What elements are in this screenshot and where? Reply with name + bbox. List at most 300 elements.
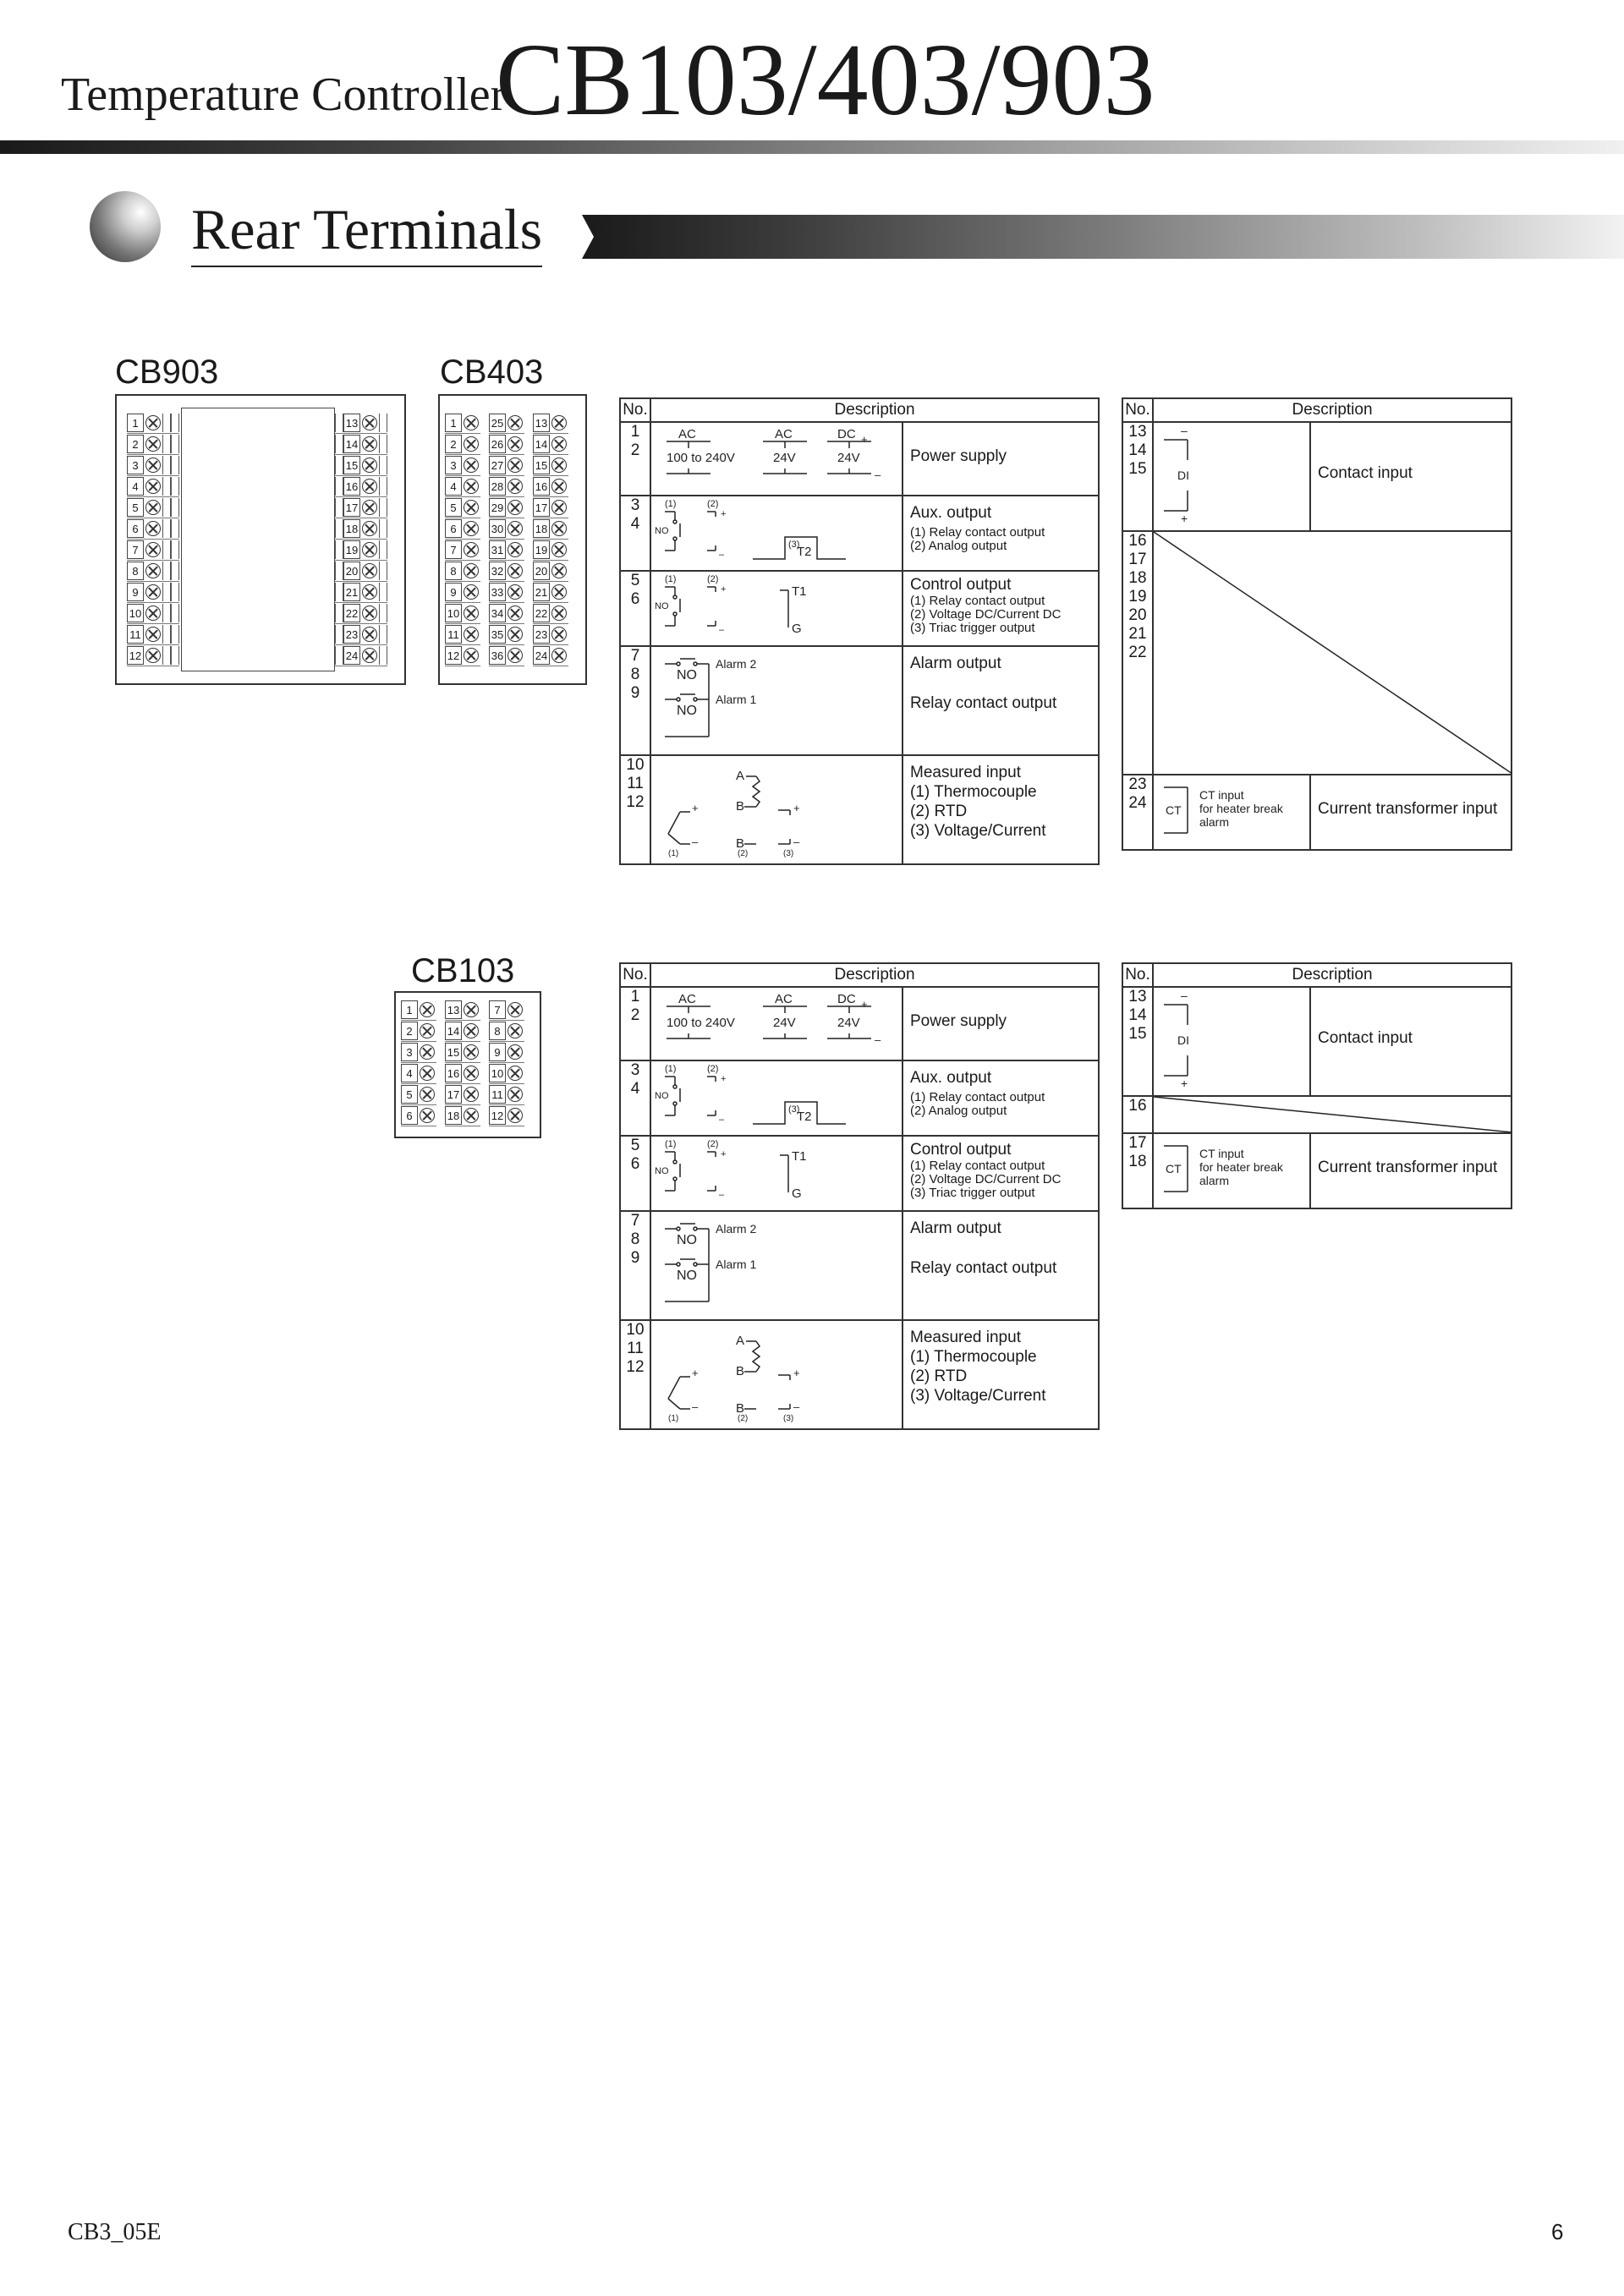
terminal-number: 23 — [343, 625, 360, 644]
terminal-rib — [335, 456, 343, 474]
aux-output-line1: (1) Relay contact output — [910, 525, 1045, 540]
screw-icon — [464, 563, 479, 578]
screw-icon — [420, 1087, 435, 1102]
ctl-g: G — [792, 1186, 802, 1201]
terminal-number: 25 — [489, 414, 506, 432]
terminal-number: 5 — [445, 498, 462, 517]
alarm-output-symbol — [651, 1212, 903, 1315]
nums-power — [621, 423, 650, 460]
ctl-minus: – — [719, 1190, 725, 1200]
terminal-rib — [162, 498, 171, 517]
nums-measured — [621, 756, 650, 812]
terminal-number: 8 — [445, 562, 462, 580]
terminal — [445, 476, 480, 497]
aux-plus: + — [721, 1074, 727, 1084]
meas-s1: (1) — [668, 849, 679, 858]
label-minus: – — [875, 1033, 881, 1046]
terminal-rib — [379, 604, 387, 622]
terminal-number: 33 — [489, 583, 506, 601]
screw-icon — [145, 606, 161, 621]
meas-minus-3: – — [793, 1400, 800, 1413]
screw-icon — [551, 627, 567, 642]
terminal — [445, 413, 480, 434]
header-gradient-bar — [0, 140, 1624, 154]
contact-input-text: Contact input — [1318, 1029, 1413, 1047]
section-gradient-bar — [582, 215, 1624, 259]
terminal-rib — [171, 414, 179, 432]
col-header-description: Description — [1153, 963, 1512, 987]
terminal-rib — [335, 435, 343, 453]
screw-icon — [145, 627, 161, 642]
terminal — [489, 1105, 524, 1126]
screw-icon — [551, 542, 567, 557]
terminal — [489, 1063, 524, 1084]
right-description-table-cb103 — [1122, 962, 1512, 1209]
terminal — [533, 413, 568, 434]
screw-icon — [508, 1087, 523, 1102]
screw-icon — [420, 1044, 435, 1060]
nums-ct — [1123, 1134, 1152, 1171]
terminal — [489, 476, 524, 497]
terminal — [127, 434, 179, 455]
terminal-number: 1 — [127, 414, 144, 432]
terminal — [533, 518, 568, 540]
terminal — [127, 413, 179, 434]
screw-icon — [508, 542, 523, 557]
terminal — [445, 1105, 480, 1126]
terminal — [489, 518, 524, 540]
ct-input-symbol — [1154, 775, 1311, 845]
terminal-no: 1 — [630, 988, 640, 1006]
screw-icon — [551, 500, 567, 515]
screw-icon — [508, 563, 523, 578]
screw-icon — [464, 458, 479, 473]
control-output-line2: (2) Voltage DC/Current DC — [910, 1172, 1062, 1186]
aux-output-line2: (2) Analog output — [910, 1104, 1007, 1118]
screw-icon — [464, 584, 479, 600]
terminal — [401, 1105, 436, 1126]
screw-icon — [508, 436, 523, 452]
terminal-number: 34 — [489, 604, 506, 622]
nums-contact — [1123, 423, 1152, 479]
terminal-number: 12 — [127, 646, 144, 665]
aux-output-symbol — [651, 1061, 903, 1131]
terminal — [445, 1042, 480, 1063]
label-24v-ac: 24V — [773, 1016, 796, 1030]
terminal-rib — [162, 477, 171, 496]
aux-no: NO — [655, 526, 669, 536]
cb103-column-2 — [445, 1000, 480, 1126]
terminal-rib — [171, 625, 179, 644]
label-minus: – — [875, 469, 881, 481]
ctl-s2: (2) — [707, 1139, 719, 1149]
terminal-no: 2 — [630, 1006, 640, 1024]
terminal — [127, 603, 179, 624]
contact-di: DI — [1177, 1033, 1189, 1047]
terminal — [445, 1000, 480, 1021]
ctl-minus: – — [719, 625, 725, 635]
terminal — [401, 1000, 436, 1021]
terminal-number: 20 — [533, 562, 550, 580]
terminal-rib — [335, 646, 343, 665]
ct-line1: CT input — [1199, 1147, 1244, 1160]
terminal — [533, 434, 568, 455]
terminal-number: 2 — [445, 435, 462, 453]
meas-plus-3: + — [793, 1367, 800, 1379]
alarm2-no: NO — [677, 1233, 697, 1247]
alarm2-label: Alarm 2 — [716, 657, 757, 671]
screw-icon — [362, 606, 377, 621]
terminal-no: 17 — [1128, 1134, 1147, 1152]
terminal — [445, 561, 480, 582]
col-header-description: Description — [650, 398, 1099, 422]
screw-icon — [464, 500, 479, 515]
terminal-number: 21 — [343, 583, 360, 601]
terminal-rib — [171, 519, 179, 538]
terminal — [445, 497, 480, 518]
terminal-number: 12 — [445, 646, 462, 665]
unused-diagonal-line — [1154, 532, 1512, 774]
terminal — [127, 497, 179, 518]
measured-input-title: Measured input — [910, 1329, 1021, 1346]
terminal-rib — [162, 519, 171, 538]
terminal — [127, 540, 179, 561]
meas-b2: B — [736, 1401, 745, 1416]
aux-s3: (3) — [788, 540, 800, 550]
terminal-no: 11 — [627, 775, 644, 792]
terminal-number: 35 — [489, 625, 506, 644]
terminal-rib — [379, 519, 387, 538]
label-dc: DC — [837, 427, 856, 441]
contact-plus: + — [1181, 512, 1188, 525]
alarm-output-symbol — [651, 647, 903, 750]
meas-minus-1: – — [692, 1400, 699, 1413]
measured-input-line2: (2) RTD — [910, 803, 968, 820]
screw-icon — [508, 1066, 523, 1081]
terminal-number: 23 — [533, 625, 550, 644]
label-plus: + — [861, 998, 868, 1011]
terminal-number: 14 — [343, 435, 360, 453]
terminal — [445, 455, 480, 476]
ct-input-symbol — [1154, 1134, 1311, 1203]
terminal — [489, 434, 524, 455]
screw-icon — [464, 415, 479, 430]
terminal-number: 3 — [445, 456, 462, 474]
col-header-no: No. — [620, 398, 650, 422]
terminal-number: 29 — [489, 498, 506, 517]
cb403-column-1 — [445, 413, 480, 666]
aux-output-symbol — [651, 496, 903, 566]
screw-icon — [464, 479, 479, 494]
terminal-number: 9 — [127, 583, 144, 601]
col-header-no: No. — [1122, 963, 1153, 987]
terminal — [335, 540, 387, 561]
ct-line3: alarm — [1199, 815, 1230, 829]
section-title: Rear Terminals — [191, 196, 542, 267]
terminal-no: 24 — [1128, 794, 1147, 812]
aux-s2: (2) — [707, 1064, 719, 1074]
unused-terminals-cell — [1153, 1096, 1512, 1133]
control-output-diagram — [650, 571, 903, 646]
terminal-number: 10 — [489, 1064, 506, 1082]
terminal — [489, 540, 524, 561]
screw-icon — [508, 648, 523, 663]
terminal-number: 4 — [445, 477, 462, 496]
terminal — [533, 645, 568, 666]
terminal-number: 7 — [127, 540, 144, 559]
screw-icon — [145, 584, 161, 600]
section-bullet-icon — [90, 191, 161, 262]
contact-input-text: Contact input — [1318, 464, 1413, 482]
terminal-number: 19 — [343, 540, 360, 559]
alarm-output-title: Alarm output — [910, 655, 1001, 672]
alarm1-no: NO — [677, 1269, 697, 1283]
terminal — [489, 561, 524, 582]
terminal-no: 18 — [1128, 1153, 1147, 1170]
alarm-output-text — [903, 647, 1098, 720]
aux-output-title: Aux. output — [910, 504, 992, 522]
meas-b: B — [736, 799, 745, 814]
terminal — [489, 582, 524, 603]
screw-icon — [551, 458, 567, 473]
terminal — [533, 497, 568, 518]
terminal-rib — [379, 540, 387, 559]
terminal-number: 6 — [445, 519, 462, 538]
terminal-number: 24 — [533, 646, 550, 665]
control-output-line2: (2) Voltage DC/Current DC — [910, 607, 1062, 622]
screw-icon — [362, 521, 377, 536]
terminal-no: 8 — [630, 666, 640, 683]
screw-icon — [362, 500, 377, 515]
terminal — [127, 624, 179, 645]
screw-icon — [464, 436, 479, 452]
terminal-no: 15 — [1128, 1025, 1147, 1043]
terminal-no: 7 — [630, 1212, 640, 1230]
terminal-rib — [162, 414, 171, 432]
terminal — [127, 582, 179, 603]
ct-label: CT — [1166, 1162, 1182, 1175]
nums-aux — [621, 1061, 650, 1099]
ct-line2: for heater break — [1199, 1160, 1283, 1174]
power-supply-symbol — [651, 988, 903, 1055]
terminal — [489, 497, 524, 518]
meas-b: B — [736, 1364, 745, 1378]
terminal-number: 4 — [127, 477, 144, 496]
ct-input-diagram — [1153, 1133, 1310, 1208]
terminal-number: 6 — [127, 519, 144, 538]
terminal-rib — [171, 562, 179, 580]
terminal-no: 3 — [630, 496, 640, 514]
measured-input-line2: (2) RTD — [910, 1367, 968, 1385]
meas-s1: (1) — [668, 1414, 679, 1423]
terminal-no: 7 — [630, 647, 640, 665]
terminal — [533, 624, 568, 645]
terminal-number: 11 — [127, 625, 144, 644]
measured-input-text — [903, 756, 1098, 847]
terminal-no: 2 — [630, 441, 640, 459]
screw-icon — [508, 415, 523, 430]
screw-icon — [145, 436, 161, 452]
cb903-body — [181, 408, 335, 671]
terminal-no: 19 — [1128, 588, 1147, 606]
alarm1-no: NO — [677, 704, 697, 718]
terminal — [335, 603, 387, 624]
contact-di: DI — [1177, 469, 1189, 482]
left-description-table-cb103 — [619, 962, 1100, 1430]
measured-input-diagram — [650, 755, 903, 864]
terminal-number: 10 — [127, 604, 144, 622]
meas-s2: (2) — [738, 1414, 749, 1423]
terminal — [445, 603, 480, 624]
label-range: 100 to 240V — [667, 451, 735, 465]
terminal-number: 18 — [533, 519, 550, 538]
label-24v-dc: 24V — [837, 451, 860, 465]
terminal — [489, 455, 524, 476]
terminal-number: 9 — [445, 583, 462, 601]
ctl-t1: T1 — [792, 584, 807, 599]
screw-icon — [362, 627, 377, 642]
terminal-number: 13 — [343, 414, 360, 432]
terminal-no: 11 — [627, 1340, 644, 1357]
terminal-number: 12 — [489, 1106, 506, 1125]
terminal-number: 26 — [489, 435, 506, 453]
screw-icon — [508, 500, 523, 515]
terminal-no: 15 — [1128, 460, 1147, 478]
terminal-number: 15 — [445, 1043, 462, 1061]
aux-output-text — [903, 1061, 1098, 1125]
terminal-no: 13 — [1128, 988, 1147, 1006]
ct-line3: alarm — [1199, 1174, 1230, 1187]
ctl-plus: + — [721, 1149, 727, 1159]
screw-icon — [508, 627, 523, 642]
nums-measured — [621, 1321, 650, 1377]
nums-unused — [1123, 532, 1152, 662]
screw-icon — [145, 563, 161, 578]
ctl-s2: (2) — [707, 574, 719, 584]
screw-icon — [464, 1002, 479, 1017]
screw-icon — [464, 606, 479, 621]
terminal-rib — [335, 625, 343, 644]
power-supply-text: Power supply — [910, 447, 1007, 465]
terminal-rib — [171, 477, 179, 496]
terminal — [335, 497, 387, 518]
model-label-cb103: CB103 — [411, 952, 515, 989]
screw-icon — [145, 458, 161, 473]
terminal-number: 8 — [127, 562, 144, 580]
meas-s3: (3) — [783, 849, 794, 858]
terminal-number: 28 — [489, 477, 506, 496]
terminal — [401, 1021, 436, 1042]
terminal-number: 15 — [343, 456, 360, 474]
terminal-number: 22 — [343, 604, 360, 622]
measured-input-line3: (3) Voltage/Current — [910, 822, 1046, 840]
terminal-no: 21 — [1128, 625, 1147, 643]
terminal-rib — [335, 562, 343, 580]
terminal — [401, 1042, 436, 1063]
terminal-number: 3 — [127, 456, 144, 474]
terminal-number: 11 — [489, 1085, 506, 1104]
terminal-number: 17 — [343, 498, 360, 517]
contact-input-symbol — [1154, 988, 1311, 1091]
terminal-no: 12 — [626, 1358, 645, 1376]
terminal-rib — [379, 498, 387, 517]
terminal — [335, 434, 387, 455]
terminal — [533, 540, 568, 561]
aux-output-line1: (1) Relay contact output — [910, 1090, 1045, 1104]
terminal-no: 1 — [630, 423, 640, 441]
terminal-rib — [162, 646, 171, 665]
relay-contact-output-text: Relay contact output — [910, 694, 1057, 712]
aux-s1: (1) — [665, 1064, 677, 1074]
right-description-table-cb903 — [1122, 397, 1512, 851]
alarm-output-diagram — [650, 646, 903, 755]
terminal-number: 4 — [401, 1064, 418, 1082]
terminal-number: 11 — [445, 625, 462, 644]
screw-icon — [508, 521, 523, 536]
label-ac24: AC — [775, 992, 793, 1006]
screw-icon — [464, 1087, 479, 1102]
unused-terminals-cell — [1153, 531, 1512, 775]
cb403-column-2 — [489, 413, 524, 666]
terminal — [335, 624, 387, 645]
power-supply-diagram — [650, 987, 903, 1060]
terminal — [445, 1084, 480, 1105]
meas-plus-1: + — [692, 1367, 699, 1379]
terminal-rib — [335, 519, 343, 538]
terminal-number: 7 — [489, 1000, 506, 1019]
terminal — [401, 1084, 436, 1105]
terminal — [489, 645, 524, 666]
label-ac: AC — [678, 992, 696, 1006]
terminal-rib — [171, 604, 179, 622]
ctl-plus: + — [721, 584, 727, 595]
label-plus: + — [861, 433, 868, 446]
terminal-rib — [379, 435, 387, 453]
contact-input-diagram — [1153, 987, 1310, 1096]
ct-input-text: Current transformer input — [1318, 800, 1498, 818]
cb903-right-column — [335, 413, 387, 666]
contact-input-symbol — [1154, 423, 1311, 526]
ct-label: CT — [1166, 803, 1182, 817]
terminal-no: 4 — [630, 1080, 640, 1098]
terminal — [489, 413, 524, 434]
terminal-number: 14 — [445, 1022, 462, 1040]
terminal-no: 14 — [1128, 441, 1147, 459]
terminal-no: 6 — [630, 1155, 640, 1173]
contact-minus: – — [1181, 424, 1188, 437]
terminal-rib — [171, 583, 179, 601]
terminal-rib — [162, 604, 171, 622]
nums-control — [621, 572, 650, 609]
terminal-no: 5 — [630, 1137, 640, 1154]
terminal-rib — [379, 562, 387, 580]
meas-s3: (3) — [783, 1414, 794, 1423]
col-header-no: No. — [620, 963, 650, 987]
header-subtitle: Temperature Controller — [61, 68, 507, 121]
aux-output-line2: (2) Analog output — [910, 539, 1007, 553]
ctl-no: NO — [655, 1166, 669, 1176]
aux-output-diagram — [650, 1060, 903, 1136]
screw-icon — [508, 584, 523, 600]
terminal-rib — [335, 414, 343, 432]
screw-icon — [145, 521, 161, 536]
model-label-cb903: CB903 — [115, 353, 219, 391]
terminal-rib — [162, 625, 171, 644]
terminal — [127, 518, 179, 540]
meas-s2: (2) — [738, 849, 749, 858]
nums-unused — [1123, 1097, 1152, 1115]
cb403-column-3 — [533, 413, 568, 666]
